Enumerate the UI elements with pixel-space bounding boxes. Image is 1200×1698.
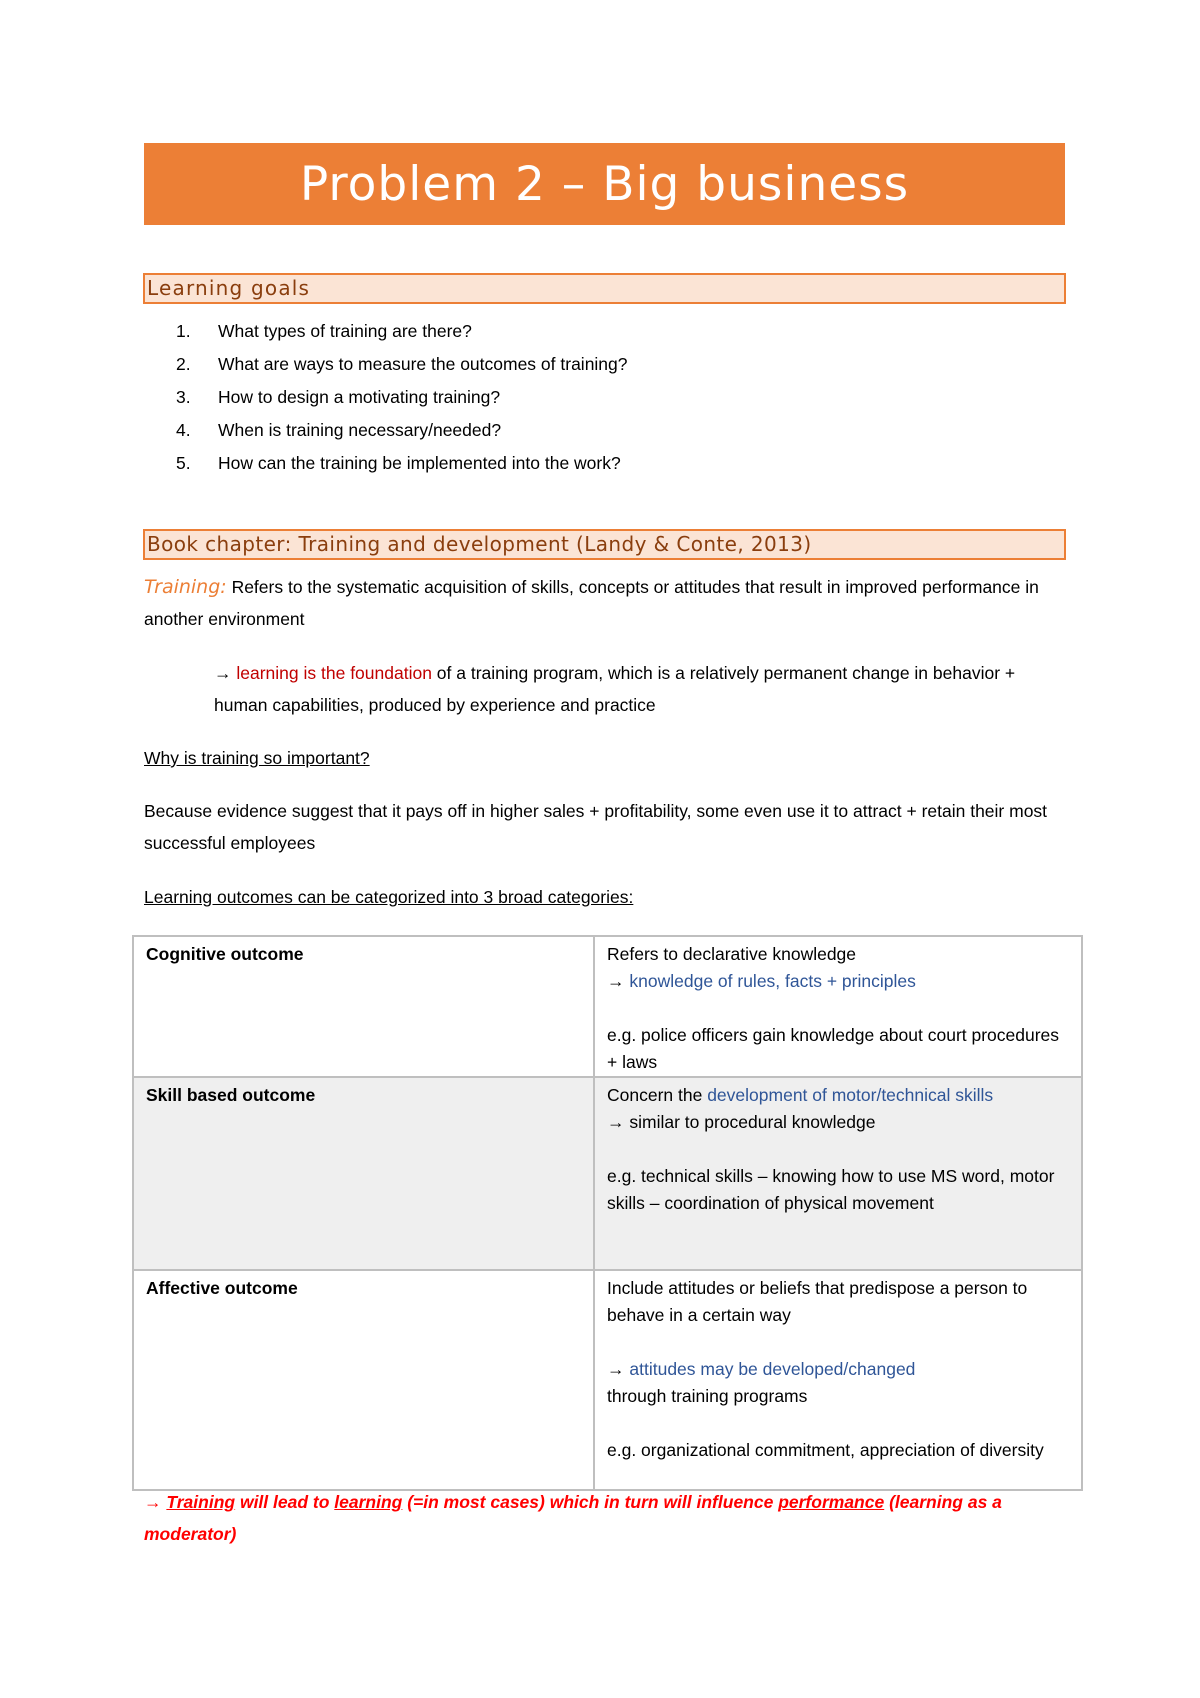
title-banner — [144, 143, 1065, 225]
outcomes-table — [132, 935, 1083, 1491]
categories-intro: Learning outcomes can be categorized into 3 broad categories: — [144, 887, 634, 907]
table-cell: Concern the development of motor/technical skills → similar to procedural knowledge e.g. technical skills – knowing how to use MS word, motor skills – coordination of physical movement — [594, 1077, 1082, 1270]
why-question: Why is training so important? — [144, 748, 370, 768]
list-item: 5. How can the training be implemented into the work? — [176, 453, 621, 473]
page-title: Problem 2 – Big business — [299, 156, 910, 212]
learning-foundation-note: → learning is the foundation of a training program, which is a relatively permanent change in behavior + human capabilities, produced by experience and practice — [214, 663, 1016, 715]
table-cell: Skill based outcome — [133, 1077, 594, 1270]
table-row — [133, 936, 1082, 1077]
learning-goals-list — [176, 318, 628, 483]
table-row — [133, 1077, 1082, 1270]
table-cell: Cognitive outcome — [133, 936, 594, 1077]
list-item: 3. How to design a motivating training? — [176, 387, 501, 407]
list-item: 4. When is training necessary/needed? — [176, 420, 502, 440]
training-term: Training: — [144, 576, 227, 598]
list-item: 2. What are ways to measure the outcomes of training? — [176, 354, 628, 374]
arrow-icon: → — [607, 1359, 630, 1379]
training-definition: Training: Refers to the systematic acquisition of skills, concepts or attitudes that result in improved performance in another environment — [144, 576, 1039, 629]
arrow-icon: → — [144, 1492, 162, 1512]
table-row — [133, 1270, 1082, 1490]
book-chapter-heading: Book chapter: Training and development (Landy & Conte, 2013) — [143, 529, 1066, 560]
table-cell: Affective outcome — [133, 1270, 594, 1490]
learning-goals-heading: Learning goals — [143, 273, 1066, 304]
table-cell: Refers to declarative knowledge → knowledge of rules, facts + principles e.g. police officers gain knowledge about court procedures + laws — [594, 936, 1082, 1077]
why-answer: Because evidence suggest that it pays off in higher sales + profitability, some even use it to attract + retain their most successful employees — [144, 801, 1048, 853]
table-cell: Include attitudes or beliefs that predispose a person to behave in a certain way → attitudes may be developed/changed through training programs e.g. organizational commitment, appreciation of diversity — [594, 1270, 1082, 1490]
arrow-icon: → — [607, 971, 630, 991]
list-item: 1. What types of training are there? — [176, 321, 472, 341]
conclusion-note: → Training will lead to learning (=in most cases) which in turn will influence performance (learning as a moderator) — [144, 1492, 1002, 1544]
arrow-icon: → — [214, 663, 237, 683]
arrow-icon: → — [607, 1112, 630, 1132]
